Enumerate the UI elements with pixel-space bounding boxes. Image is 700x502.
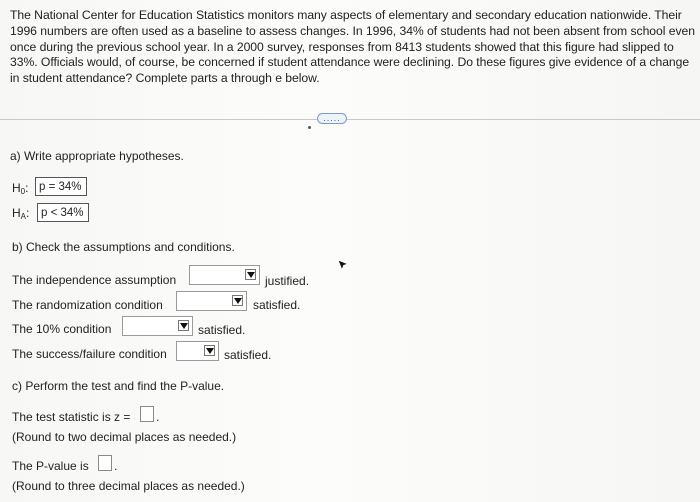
dot-marker (308, 126, 311, 129)
independence-dropdown[interactable] (189, 265, 260, 285)
h0-letter: H (12, 181, 21, 195)
show-more-button[interactable]: ..... (317, 113, 347, 124)
p-value-period: . (114, 459, 118, 473)
p-value-prompt: The P-value is (12, 459, 89, 473)
success-failure-suffix: satisfied. (224, 348, 272, 362)
chevron-down-icon (178, 320, 189, 331)
independence-label: The independence assumption (12, 273, 177, 287)
z-statistic-prompt: The test statistic is z = (12, 410, 131, 424)
ha-label: $H_A$: (12, 206, 30, 221)
z-statistic-input[interactable] (140, 406, 154, 422)
p-value-input[interactable] (98, 455, 112, 471)
h0-subscript: 0 (20, 187, 26, 196)
chevron-down-icon (204, 345, 215, 356)
ten-percent-label: The 10% condition (12, 322, 112, 336)
ten-percent-dropdown[interactable] (122, 316, 193, 336)
randomization-suffix: satisfied. (253, 298, 301, 312)
randomization-dropdown[interactable] (176, 291, 247, 311)
section-divider (0, 119, 700, 120)
mouse-cursor-icon (337, 259, 349, 273)
success-failure-label: The success/failure condition (12, 347, 167, 361)
chevron-down-icon (232, 295, 243, 306)
z-rounding-note: (Round to two decimal places as needed.) (12, 430, 237, 444)
chevron-down-icon (245, 269, 256, 280)
part-b-heading: b) Check the assumptions and conditions. (12, 240, 235, 254)
h0-value-box[interactable]: p = 34% (35, 177, 87, 196)
ten-percent-suffix: satisfied. (198, 323, 246, 337)
ha-value-box[interactable]: p < 34% (37, 203, 89, 222)
h0-label: $H_0$: (12, 181, 29, 196)
part-a-heading: a) Write appropriate hypotheses. (10, 149, 184, 163)
z-statistic-period: . (156, 410, 160, 424)
ha-letter: H (12, 206, 21, 220)
p-rounding-note: (Round to three decimal places as needed.) (12, 479, 245, 493)
independence-suffix: justified. (265, 274, 310, 288)
randomization-label: The randomization condition (12, 298, 163, 312)
problem-statement: The National Center for Education Statistics monitors many aspects of elementary and secondary education nationwide. Their 1996 numbers are often used as a baseline to assess changes. In 1996, 34% of students had not been absent from school even once during the previous school year. In a 2000 survey, responses from 8413 students showed that this figure had slipped to 33%. Officials would, of course, be concerned if student attendance were declining. Do these figures give evidence of a change in student attendance? Complete parts a through e below. (10, 8, 695, 86)
ha-subscript: A (20, 212, 27, 221)
part-c-heading: c) Perform the test and find the P-value. (12, 379, 225, 393)
success-failure-dropdown[interactable] (176, 341, 219, 361)
